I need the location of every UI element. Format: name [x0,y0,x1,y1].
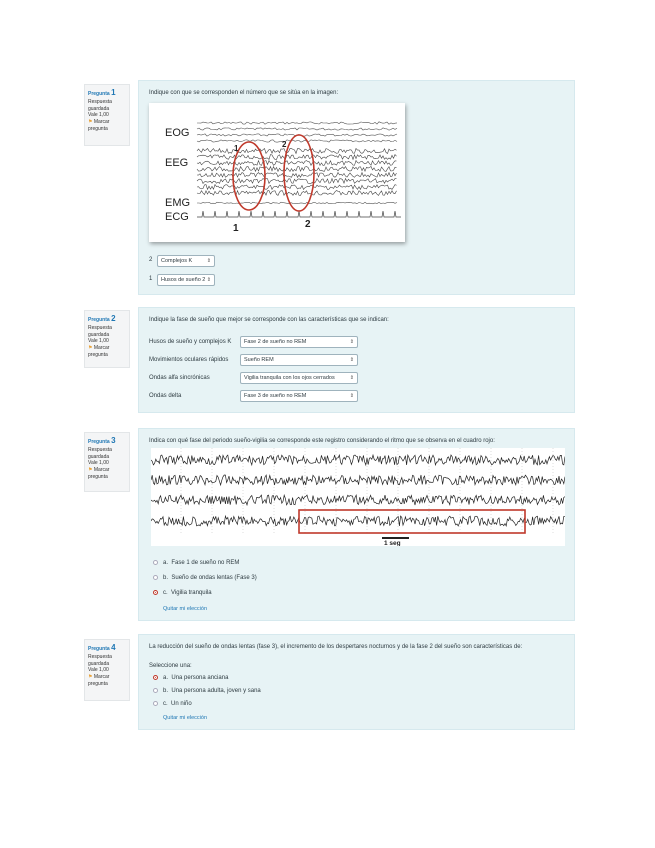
question-text: Indique con que se corresponden el número que se sitúa en la imagen: [149,90,339,96]
question-status: Respuesta guardada [88,446,112,460]
question-status: Respuesta guardada [88,324,112,338]
answer-number: 2 [149,257,153,263]
radio-button[interactable] [153,575,158,580]
chevron-updown-icon: ⇕ [206,258,211,264]
eeg-trace [197,167,397,172]
match-row-label: Ondas delta [149,393,182,399]
flag-icon: ⚑ [88,119,93,126]
question-points: Vale 1,00 [88,112,109,119]
match-row-label: Movimientos oculares rápidos [149,357,229,363]
option-text: Sueño de ondas lentas (Fase 3) [171,575,257,582]
flag-question-label: Marcar pregunta [88,345,110,358]
radio-button[interactable] [153,688,158,693]
question-label: Pregunta [88,439,110,445]
question-text: Indica con qué fase del periodo sueño-vigilia se corresponde este registro considerando el ritmo que se observa en el cuadro rojo: [149,438,495,444]
marker-number: 2 [305,219,311,230]
question-points: Vale 1,00 [88,460,109,467]
question-number: 1 [111,88,116,97]
option-letter: b. [163,688,169,695]
option-letter: b. [163,575,169,582]
match-row-label: Husos de sueño y complejos K [149,339,232,345]
eeg-trace [197,155,397,160]
question-info-2 [84,310,130,368]
eeg-label: EOG [165,127,190,139]
question-number: 3 [111,436,116,445]
eeg-chart [149,103,405,242]
eeg-trace [197,185,397,190]
chevron-updown-icon: ⇕ [349,375,354,381]
match-select-value: Vigilia tranquila con los ojos cerrados [244,375,335,381]
question-content-4 [138,634,575,730]
option-text: Fase 1 de sueño no REM [171,560,240,567]
question-info-1 [84,84,130,146]
eeg-trace [197,161,397,166]
eeg-traces [151,455,565,526]
option-c[interactable] [153,701,192,707]
eeg-trace [151,495,565,505]
match-select-value: Sueño REM [244,357,274,363]
flag-question-label: Marcar pregunta [88,467,110,480]
option-text: Una persona adulta, joven y sana [171,688,261,695]
radio-button[interactable] [153,560,158,565]
answer-select-1[interactable] [157,255,215,267]
option-c[interactable] [153,590,212,596]
question-info-3 [84,432,130,492]
answer-select-value: Complejos K [161,258,193,264]
chevron-updown-icon: ⇕ [349,393,354,399]
eeg-trace [151,516,565,526]
eeg-trace [197,122,397,124]
eeg-recording-image [149,103,405,242]
eeg-trace [197,128,397,130]
eeg-traces [197,122,401,217]
option-text: Una persona anciana [171,675,229,682]
flag-icon: ⚑ [88,345,93,352]
eeg-label: ECG [165,211,189,223]
question-text: La reducción del sueño de ondas lentas (fase 3), el incremento de los despertares nocturnos y de la fase 2 del sueño son características de: [149,644,523,650]
marker-circle-2 [284,135,314,211]
option-b[interactable] [153,575,257,581]
radio-button[interactable] [153,701,158,706]
eeg-trace [197,179,397,184]
eeg-chart [151,448,565,546]
flag-question-label: Marcar pregunta [88,674,110,687]
option-b[interactable] [153,688,261,694]
flag-icon: ⚑ [88,674,93,681]
question-points: Vale 1,00 [88,338,109,345]
question-label: Pregunta [88,91,110,97]
match-select[interactable] [240,336,358,348]
eeg-label: EMG [165,197,191,209]
option-text: Vigilia tranquila [171,590,212,597]
eeg-trace [197,140,397,142]
chevron-updown-icon: ⇕ [349,357,354,363]
question-label: Pregunta [88,646,110,652]
radio-button-selected[interactable] [153,590,158,595]
eeg-trace [151,475,565,485]
question-number: 4 [111,643,116,652]
radio-button-selected[interactable] [153,675,158,680]
question-content-1 [138,80,575,295]
chevron-updown-icon: ⇕ [349,339,354,345]
option-letter: c. [163,701,168,708]
flag-question-link[interactable] [88,467,126,481]
question-content-2 [138,307,575,413]
match-row-label: Ondas alfa sincrónicas [149,375,210,381]
select-prompt: Seleccione una: [149,663,192,669]
option-letter: a. [163,675,169,682]
question-status: Respuesta guardada [88,98,112,112]
marker-number: 2 [282,140,287,149]
flag-icon: ⚑ [88,467,93,474]
answer-select-value: Husos de sueño 2 [161,277,206,283]
question-number: 2 [111,314,116,323]
match-select-value: Fase 3 de sueño no REM [244,393,307,399]
flag-question-link[interactable] [88,674,126,688]
flag-question-link[interactable] [88,345,126,359]
match-select[interactable] [240,372,358,384]
flag-question-label: Marcar pregunta [88,119,110,132]
question-points: Vale 1,00 [88,667,109,674]
match-select[interactable] [240,354,358,366]
question-label: Pregunta [88,317,110,323]
question-info-4 [84,639,130,701]
eeg-trace [197,191,397,196]
match-select-value: Fase 2 de sueño no REM [244,339,307,345]
ecg-trace [197,211,401,217]
eeg-trace [197,173,397,178]
chevron-updown-icon: ⇕ [206,277,211,283]
clear-choice-link[interactable]: Quitar mi elección [163,715,208,721]
marker-number: 1 [233,223,239,234]
question-text: Indique la fase de sueño que mejor se corresponde con las características que se indican: [149,317,389,323]
marker-number: 1 [234,144,239,153]
match-select[interactable] [240,390,358,402]
eeg-label: EEG [165,157,189,169]
option-text: Un niño [171,701,192,708]
question-content-3 [138,428,575,621]
eeg-trace [197,202,397,204]
answer-number: 1 [149,276,153,282]
eeg-trace [151,455,565,465]
clear-choice-link[interactable]: Quitar mi elección [163,606,208,612]
eeg-recording-image [151,448,565,546]
flag-question-link[interactable] [88,119,126,133]
option-a[interactable] [153,560,239,566]
question-status: Respuesta guardada [88,653,112,667]
option-letter: a. [163,560,169,567]
eeg-trace [197,149,397,154]
scale-label: 1 seg [384,540,401,546]
answer-select-2[interactable] [157,274,215,286]
option-a[interactable] [153,675,228,681]
option-letter: c. [163,590,168,597]
